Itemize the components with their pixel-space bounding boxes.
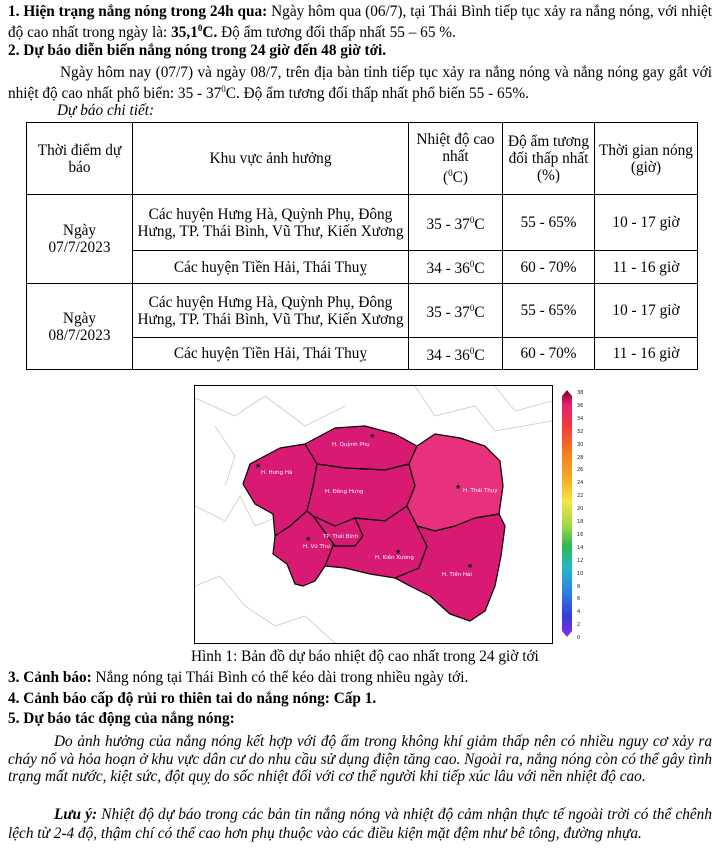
section1-max-temp: 35,1: [171, 24, 198, 42]
header-humidity: Độ ẩm tương đối thấp nhất (%): [503, 123, 595, 195]
area-cell: Các huyện Tiền Hải, Thái Thuỵ: [133, 338, 409, 370]
colorbar-tick-label: 24: [577, 480, 584, 487]
colorbar-tick-label: 2: [577, 622, 581, 629]
section3: [8, 669, 712, 686]
colorbar-tick-label: 34: [577, 415, 584, 422]
section5-paragraph: Do ảnh hưởng của nắng nóng kết hợp với độ ẩm trong không khí giảm thấp nên có nhiều nguy cơ xảy ra cháy nổ và hỏa hoạn ở khu vực dân cư do nhu cầu sử dụng điện tăng cao. Ngoài ra, nắng nóng còn có thể gây tình trạng mất nước, kiệt sức, đột quỵ do sốc nhiệt đối với cơ thể người khi tiếp xúc lâu với nền nhiệt độ cao.: [8, 733, 712, 785]
star-icon: ★: [369, 432, 376, 440]
section4-heading: 4. Cảnh báo cấp độ rủi ro thiên tai do nắng nóng: Cấp 1.: [8, 690, 377, 707]
colorbar-tick-label: 20: [577, 506, 584, 513]
colorbar-tick-label: 22: [577, 493, 584, 500]
section1-humidity: Độ ẩm tương đối thấp nhất 55 – 65 %.: [217, 24, 456, 42]
section2-text-end: C. Độ ẩm tương đối thấp nhất phổ biến 55 - 65%.: [225, 85, 529, 103]
section3-heading: 3. Cảnh báo:: [8, 669, 92, 686]
colorbar-tick-label: 8: [577, 583, 581, 590]
label-tp-thai-binh: TP. Thái Bình: [323, 534, 359, 540]
area-cell: Các huyện Tiền Hải, Thái Thuỵ: [133, 251, 409, 284]
duration-cell: 10 - 17 giờ: [595, 195, 698, 251]
label-dong-hung: H. Đông Hưng: [325, 489, 364, 495]
colorbar-tick-label: 36: [577, 402, 584, 409]
map-caption: Hình 1: Bản đồ dự báo nhiệt độ cao nhất trong 24 giờ tới: [191, 648, 539, 665]
colorbar-tick-label: 30: [577, 441, 584, 448]
section3-text: Nắng nóng tại Thái Bình có thể kéo dài trong nhiều ngày tới.: [91, 669, 469, 686]
colorbar-tick-label: 12: [577, 557, 584, 564]
province-map: [195, 386, 552, 643]
colorbar-gradient: [562, 390, 572, 637]
section4: [8, 690, 712, 707]
star-icon: ★: [395, 548, 402, 556]
label-quynh-phu: H. Quỳnh Phụ: [332, 442, 370, 448]
table-row: [27, 284, 698, 338]
duration-cell: 10 - 17 giờ: [595, 284, 698, 338]
date-cell: Ngày 07/7/2023: [27, 195, 133, 284]
temp-cell: $35 - 37^0C$: [409, 195, 503, 251]
area-cell: Các huyện Hưng Hà, Quỳnh Phụ, Đông Hưng, TP. Thái Bình, Vũ Thư, Kiến Xương: [133, 284, 409, 338]
duration-cell: 11 - 16 giờ: [595, 251, 698, 284]
colorbar-tick-label: 10: [577, 570, 584, 577]
humidity-cell: 55 - 65%: [503, 284, 595, 338]
section1-degree: 0: [197, 23, 203, 33]
star-icon: ★: [255, 462, 262, 470]
colorbar-tick-label: 14: [577, 544, 584, 551]
colorbar-tick-label: 32: [577, 428, 584, 435]
temp-cell: $34 - 36^0C$: [409, 251, 503, 284]
area-cell: Các huyện Hưng Hà, Quỳnh Phụ, Đông Hưng, TP. Thái Bình, Vũ Thư, Kiến Xương: [133, 195, 409, 251]
colorbar-tick-label: 6: [577, 596, 581, 603]
province-districts: [243, 426, 505, 621]
section1-text: Ngày hôm qua (06/7), tại Thái Bình tiếp tục xảy ra nắng nóng, với nhiệt độ cao nhất trong ngày là:: [8, 3, 712, 42]
humidity-cell: 55 - 65%: [503, 195, 595, 251]
header-temp: Nhiệt độ cao nhất ($^0$C): [409, 123, 503, 195]
section2-heading-text: 2. Dự báo diễn biến nắng nóng trong 24 giờ đến 48 giờ tới.: [8, 42, 387, 59]
colorbar-tick-label: 0: [577, 635, 581, 642]
star-icon: ★: [467, 562, 474, 570]
colorbar-tick-label: 28: [577, 454, 584, 461]
section2-text: Ngày hôm nay (07/7) và ngày 08/7, trên địa bàn tỉnh tiếp tục xảy ra nắng nóng và nắng nóng gay gắt với nhiệt độ cao nhất phổ biến: 35 - 37: [8, 64, 712, 103]
section5-heading-text: 5. Dự báo tác động của nắng nóng:: [8, 710, 235, 727]
detail-label: Dự báo chi tiết:: [57, 102, 155, 119]
colorbar-tick-label: 38: [577, 390, 584, 396]
header-time: Thời điểm dự báo: [27, 123, 133, 195]
header-duration: Thời gian nóng (giờ): [595, 123, 698, 195]
section2-degree: 0: [221, 84, 226, 94]
label-hung-ha: H. Hưng Hà: [261, 470, 293, 476]
table-row: [27, 195, 698, 251]
date-cell: Ngày 08/7/2023: [27, 284, 133, 370]
section2-paragraph: [8, 64, 712, 102]
section5-note: [8, 805, 712, 843]
section1-unit: C.: [202, 24, 218, 42]
note-label: Lưu ý:: [54, 806, 98, 823]
section1-heading: 1. Hiện trạng nắng nóng trong 24h qua:: [8, 3, 268, 20]
star-icon: ★: [455, 483, 462, 491]
section-current-status: [8, 3, 712, 41]
colorbar-tick-label: 16: [577, 531, 584, 538]
humidity-cell: 60 - 70%: [503, 338, 595, 370]
forecast-table: [26, 122, 698, 370]
section2-heading: [8, 42, 712, 59]
temperature-colorbar: [562, 390, 572, 637]
humidity-cell: 60 - 70%: [503, 251, 595, 284]
temp-cell: $35 - 37^0C$: [409, 284, 503, 338]
label-vu-thu: H. Vũ Thư: [303, 544, 330, 550]
header-area: Khu vực ảnh hưởng: [133, 123, 409, 195]
section5-heading: [8, 710, 712, 727]
label-thai-thuy: H. Thái Thụy: [463, 488, 498, 494]
district-quynh-phu: [305, 426, 417, 470]
colorbar-tick-label: 4: [577, 609, 581, 616]
colorbar-tick-label: 18: [577, 519, 584, 525]
duration-cell: 11 - 16 giờ: [595, 338, 698, 370]
table-header-row: [27, 123, 698, 195]
label-kien-xuong: H. Kiến Xương: [375, 555, 414, 561]
label-tien-hai: H. Tiền Hải: [442, 572, 472, 578]
star-icon: ★: [305, 535, 312, 543]
note-text: Nhiệt độ dự báo trong các bản tin nắng nóng và nhiệt độ cảm nhận thực tế ngoài trời có thể chênh lệch từ 2-4 độ, thậm chí có thể cao hơn phụ thuộc vào các điều kiện mặt đệm như bê tông, đường nhựa.: [8, 806, 712, 842]
colorbar-tick-label: 26: [577, 467, 584, 474]
forecast-map: [194, 385, 553, 644]
temp-cell: $34 - 36^0C$: [409, 338, 503, 370]
